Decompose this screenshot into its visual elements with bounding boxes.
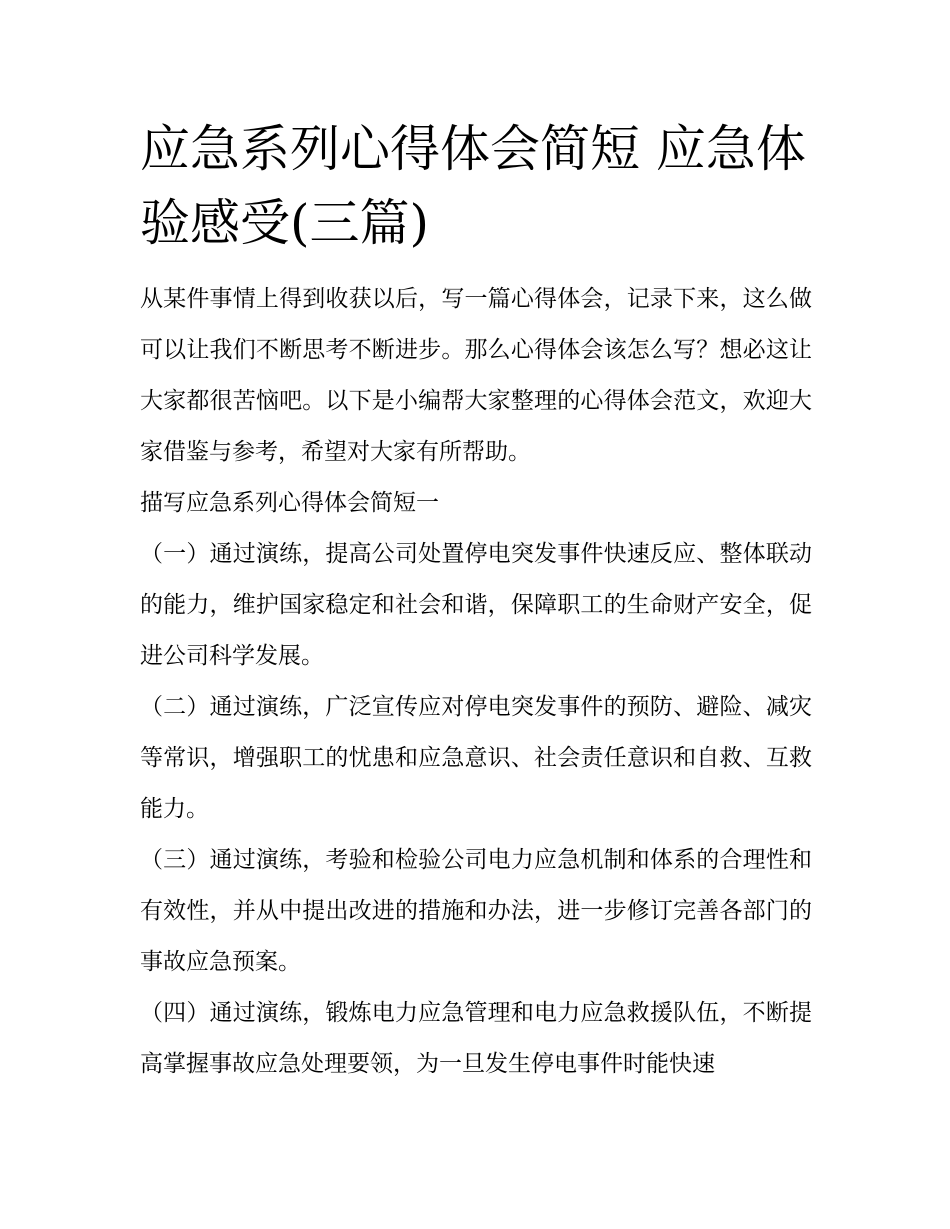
paragraph-2: （二）通过演练，广泛宣传应对停电突发事件的预防、避险、减灾等常识，增强职工的忧患和应急意识、社会责任意识和自救、互救能力。 [140, 694, 812, 822]
paragraph-3: （三）通过演练，考验和检验公司电力应急机制和体系的合理性和有效性，并从中提出改进的措施和办法，进一步修订完善各部门的事故应急预案。 [140, 847, 812, 975]
document-title: 应急系列心得体会简短 应急体验感受(三篇) [140, 120, 806, 252]
paragraph-1: （一）通过演练，提高公司处置停电突发事件快速反应、整体联动的能力，维护国家稳定和社会和谐，保障职工的生命财产安全，促进公司科学发展。 [140, 541, 812, 669]
section-heading: 描写应急系列心得体会简短一 [140, 490, 439, 516]
paragraph-4: （四）通过演练，锻炼电力应急管理和电力应急救援队伍，不断提高掌握事故应急处理要领，为一旦发生停电事件时能快速 [140, 1000, 812, 1077]
document-body [140, 112, 812, 1090]
intro-paragraph: 从某件事情上得到收获以后，写一篇心得体会，记录下来，这么做可以让我们不断思考不断进步。那么心得体会该怎么写？想必这让大家都很苦恼吧。以下是小编帮大家整理的心得体会范文，欢迎大家借鉴与参考，希望对大家有所帮助。 [140, 286, 812, 465]
